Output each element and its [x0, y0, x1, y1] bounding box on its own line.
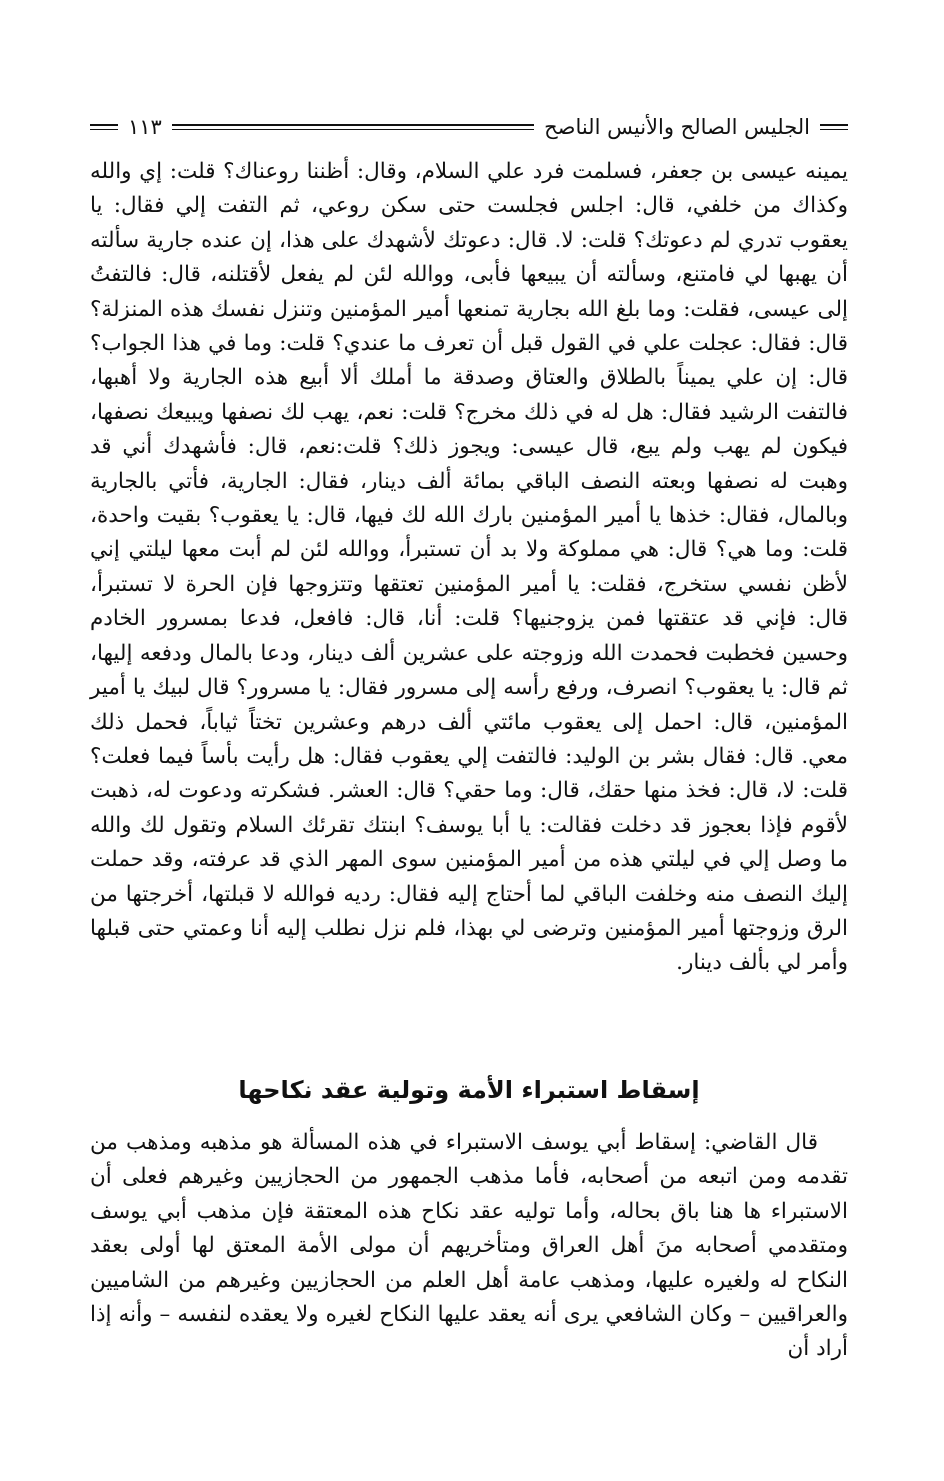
page-number: ١١٣	[128, 115, 162, 139]
section-heading: إسقاط استبراء الأمة وتولية عقد نكاحها	[238, 1076, 700, 1104]
body-paragraph-2: قال القاضي: إسقاط أبي يوسف الاستبراء في هذه المسألة هو مذهبه ومذهب من تقدمه ومن اتبعه من أصحابه، فأما مذهب الجمهور من الحجازيين وغيرهم فعلى أن الاستبراء ها هنا باق بحاله، وأما توليه عقد نكاح هذه المعتقة فإن مذهب أبي يوسف ومتقدمي أصحابه منَ أهل العراق ومتأخريهم أن مولى الأمة المعتق لها أولى بعقد النكاح له ولغيره عليها، ومذهب عامة أهل العلم من الحجازيين وغيرهم من الشاميين والعراقيين – وكان الشافعي يرى أنه يعقد عليها النكاح لغيره ولا يعقده لنفسه – وأنه إذا أراد أن	[90, 1130, 848, 1362]
header-rule-long	[172, 124, 534, 130]
body-paragraph-1: يمينه عيسى بن جعفر، فسلمت فرد علي السلام، وقال: أظننا روعناك؟ قلت: إي والله وكذاك من خلفي، قال: اجلس فجلست حتى سكن روعي، ثم التفت إلي فقال: يا يعقوب تدري لم دعوتك؟ قلت: لا. قال: دعوتك لأشهدك على هذا، إن عنده جارية سألته أن يهبها لي فامتنع، وسألته أن يبيعها فأبى، ووالله لئن لم يفعل لأقتلنه، قال: فالتفتُ إلى عيسى، فقلت: وما بلغ الله بجارية تمنعها أمير المؤمنين وتنزل نفسك هذه المنزلة؟ قال: فقال: عجلت علي في القول قبل أن تعرف ما عندي؟ قلت: وما في هذا الجواب؟ قال: إن علي يميناً بالطلاق والعتاق وصدقة ما أملك ألا أبيع هذه الجارية ولا أهبها، فالتفت الرشيد فقال: هل له في ذلك مخرج؟ قلت: نعم، يهب لك نصفها ويبيعك نصفها، فيكون لم يهب ولم يبع، قال عيسى: ويجوز ذلك؟ قلت:نعم، قال: فأشهدك أني قد وهبت له نصفها وبعته النصف الباقي بمائة ألف دينار، فقال: الجارية، فأتي بالجارية وبالمال، فقال: خذها يا أمير المؤمنين بارك الله لك فيها، قال: يا يعقوب؟ بقيت واحدة، قلت: وما هي؟ قال: هي مملوكة ولا بد أن تستبرأ، ووالله لئن لم أبت معها ليلتي إني لأظن نفسي ستخرج، فقلت: يا أمير المؤمنين تعتقها وتتزوجها فإن الحرة لا تستبرأ، قال: فإني قد عتقتها فمن يزوجنيها؟ قلت: أنا، قال: فافعل، فدعا بمسرور الخادم وحسين فخطبت فحمدت الله وزوجته على عشرين ألف دينار، ودعا بالمال ودفعه إليها، ثم قال: يا يعقوب؟ انصرف، ورفع رأسه إلى مسرور فقال: يا مسرور؟ قال لبيك يا أمير المؤمنين، قال: احمل إلى يعقوب مائتي ألف درهم وعشرين تختاً ثياباً، فحمل ذلك معي. قال: فقال بشر بن الوليد: فالتفت إلي يعقوب فقال: هل رأيت بأساً فيما فعلت؟ قلت: لا، قال: فخذ منها حقك، قال: وما حقي؟ قال: العشر. فشكرته ودعوت له، ذهبت لأقوم فإذا بعجوز قد دخلت فقالت: يا أبا يوسف؟ ابنتك تقرئك السلام وتقول لك والله ما وصل إلي في ليلتي هذه من أمير المؤمنين سوى المهر الذي قد عرفته، وقد حملت إليك النصف منه وخلفت الباقي لما أحتاج إليه فقال: رديه فوالله لا قبلتها، أخرجتها من الرق وزوجتها أمير المؤمنين وترضى لي بهذا، فلم نزل نطلب إليه أنا وعمتي حتى قبلها وأمر لي بألف دينار.	[90, 159, 849, 976]
header-rule-right	[820, 124, 848, 130]
running-title: الجليس الصالح والأنيس الناصح	[544, 115, 810, 139]
running-header	[90, 110, 848, 144]
header-rule-left	[90, 124, 118, 130]
